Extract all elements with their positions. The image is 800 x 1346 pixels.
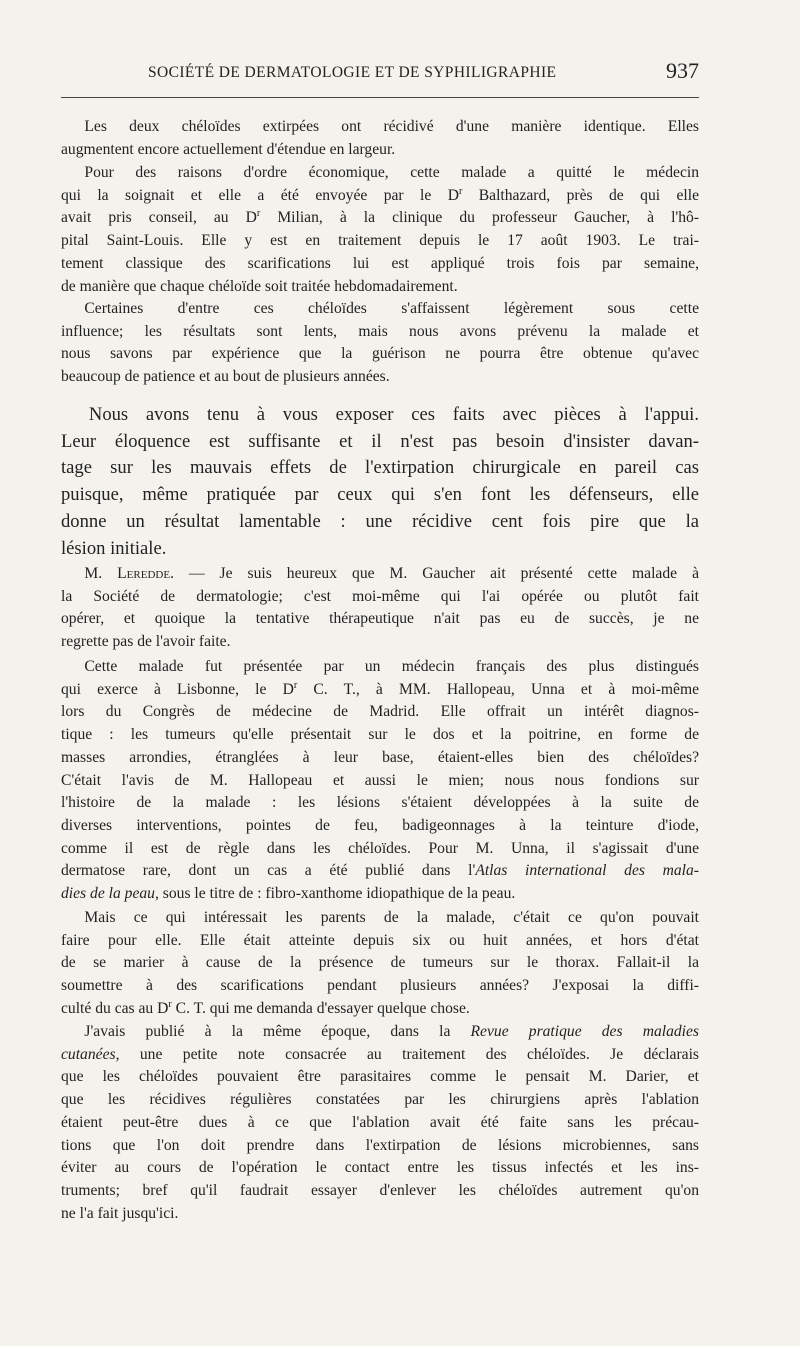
text-line: Pour des raisons d'ordre économique, cette malade a quitté le médecin bbox=[84, 164, 699, 181]
text-line: éviter au cours de l'opération le contact entre les tissus infectés et les ins- bbox=[61, 1159, 699, 1177]
text-line: Nous avons tenu à vous exposer ces faits avec pièces à l'appui. bbox=[88, 404, 699, 425]
text-line: Les deux chéloïdes extirpées ont récidivé d'une manière identique. Elles bbox=[84, 118, 699, 135]
paragraph-4 bbox=[61, 402, 699, 562]
text-line: diverses interventions, pointes de feu, badigeonnages à la teinture d'iode, bbox=[61, 816, 699, 834]
text-line: tique : les tumeurs qu'elle présentait sur le dos et la poitrine, en forme de bbox=[61, 726, 699, 744]
text-line: masses arrondies, étranglées à leur base, étaient-elles bien des chéloïdes? bbox=[61, 748, 699, 766]
text-line: que les récidives régulières constatées par les chirurgiens après l'ablation bbox=[61, 1091, 699, 1109]
italic-title: dies de la peau bbox=[61, 885, 155, 903]
text-line: lésion initiale. bbox=[61, 537, 167, 559]
italic-title: Revue pratique des maladies bbox=[470, 1023, 700, 1040]
text-line: M. Leredde. — Je suis heureux que M. Gaucher ait présenté cette malade à bbox=[84, 565, 699, 582]
text-line: Certaines d'entre ces chéloïdes s'affaissent légèrement sous cette bbox=[84, 300, 699, 317]
text-line: de manière que chaque chéloïde soit traitée hebdomadairement. bbox=[61, 277, 458, 295]
text-line: augmentent encore actuellement d'étendue en largeur. bbox=[61, 140, 396, 158]
text-line: nous savons par expérience que la guérison ne pourra être obtenue qu'avec bbox=[61, 345, 699, 363]
text-line: de se marier à cause de la présence de tumeurs sur le thorax. Fallait-il la bbox=[61, 954, 699, 972]
text-line: tions que l'on doit prendre dans l'extirpation de lésions microbiennes, sans bbox=[61, 1136, 699, 1154]
text-line: tement classique des scarifications lui est appliqué trois fois par semaine, bbox=[61, 254, 699, 272]
running-head: SOCIÉTÉ DE DERMATOLOGIE ET DE SYPHILIGRAPHIE bbox=[148, 64, 557, 81]
text-line: beaucoup de patience et au bout de plusieurs années. bbox=[61, 368, 390, 386]
text-line: tage sur les mauvais effets de l'extirpation chirurgicale en pareil cas bbox=[61, 457, 699, 479]
text-line: truments; bref qu'il faudrait essayer d'enlever les chéloïdes autrement qu'on bbox=[61, 1181, 699, 1199]
text-line: Leur éloquence est suffisante et il n'est pas besoin d'insister davan- bbox=[61, 430, 699, 452]
text-line: soumettre à des scarifications pendant plusieurs années? J'exposai la diffi- bbox=[61, 977, 699, 995]
italic-title: cutanées bbox=[61, 1045, 116, 1063]
text-line: donne un résultat lamentable : une récidive cent fois pire que la bbox=[61, 510, 699, 532]
text-line: qui exerce à Lisbonne, le $D^r$ C. T., à MM. Hallopeau, Unna et à moi-même bbox=[61, 679, 699, 698]
text-line: dermatose rare, dont un cas a été publié dans l'Atlas international des mala- bbox=[61, 862, 699, 880]
italic-title: Atlas international des mala- bbox=[475, 862, 699, 880]
text-line: pital Saint-Louis. Elle y est en traitement depuis le 17 août 1903. Le trai- bbox=[61, 232, 699, 250]
paragraph-8 bbox=[61, 1021, 699, 1225]
speaker-name: Leredde bbox=[117, 565, 171, 582]
text-line: que les chéloïdes pouvaient être parasitaires comme le pensait M. Darier, et bbox=[61, 1068, 699, 1086]
page-header bbox=[61, 58, 699, 90]
text-line: l'histoire de la malade : les lésions s'étaient développées à la suite de bbox=[61, 794, 699, 812]
paragraph-6 bbox=[61, 656, 699, 906]
paragraph-3 bbox=[61, 298, 699, 389]
text-line: dies de la peau, sous le titre de : fibro-xanthome idiopathique de la peau. bbox=[61, 885, 516, 903]
paragraph-5 bbox=[61, 563, 699, 654]
text-line: puisque, même pratiquée par ceux qui s'en font les défenseurs, elle bbox=[61, 484, 699, 506]
page-number: 937 bbox=[666, 58, 699, 83]
text-line: C'était l'avis de M. Hallopeau et aussi le mien; nous nous fondions sur bbox=[61, 771, 699, 789]
text-line: J'avais publié à la même époque, dans la Revue pratique des maladies bbox=[84, 1023, 700, 1040]
paragraph-1 bbox=[61, 116, 699, 161]
text-line: Cette malade fut présentée par un médecin français des plus distingués bbox=[84, 658, 699, 675]
text-line: regrette pas de l'avoir faite. bbox=[61, 633, 231, 651]
text-line: lors du Congrès de médecine de Madrid. Elle offrait un intérêt diagnos- bbox=[61, 703, 699, 721]
text-line: comme il est de règle dans les chéloïdes. Pour M. Unna, il s'agissait d'une bbox=[61, 839, 699, 857]
text-line: la Société de dermatologie; c'est moi-même qui l'ai opérée ou plutôt fait bbox=[61, 587, 699, 605]
text-line: cutanées, une petite note consacrée au traitement des chéloïdes. Je déclarais bbox=[61, 1045, 699, 1063]
text-line: influence; les résultats sont lents, mais nous avons prévenu la malade et bbox=[61, 322, 699, 340]
text-line: étaient peut-être dues à ce que l'ablation avait été faite sans les précau- bbox=[61, 1113, 699, 1131]
text-line: opérer, et quoique la tentative thérapeutique n'ait pas eu de succès, je ne bbox=[61, 610, 699, 628]
text-line: Mais ce qui intéressait les parents de la malade, c'était ce qu'on pouvait bbox=[84, 909, 699, 926]
text-line: ne l'a fait jusqu'ici. bbox=[61, 1204, 179, 1222]
text-line: culté du cas au $D^r$ C. T. qui me demanda d'essayer quelque chose. bbox=[61, 998, 470, 1017]
header-rule bbox=[61, 97, 699, 98]
text-line: faire pour elle. Elle était atteinte depuis six ou huit années, et hors d'état bbox=[61, 931, 699, 949]
text-line: avait pris conseil, au $D^r$ Milian, à la clinique du professeur Gaucher, à l'hô- bbox=[61, 208, 699, 227]
paragraph-7 bbox=[61, 907, 699, 1021]
paragraph-2 bbox=[61, 162, 699, 298]
text-line: qui la soignait et elle a été envoyée par le $D^r$ Balthazard, près de qui elle bbox=[61, 185, 699, 204]
